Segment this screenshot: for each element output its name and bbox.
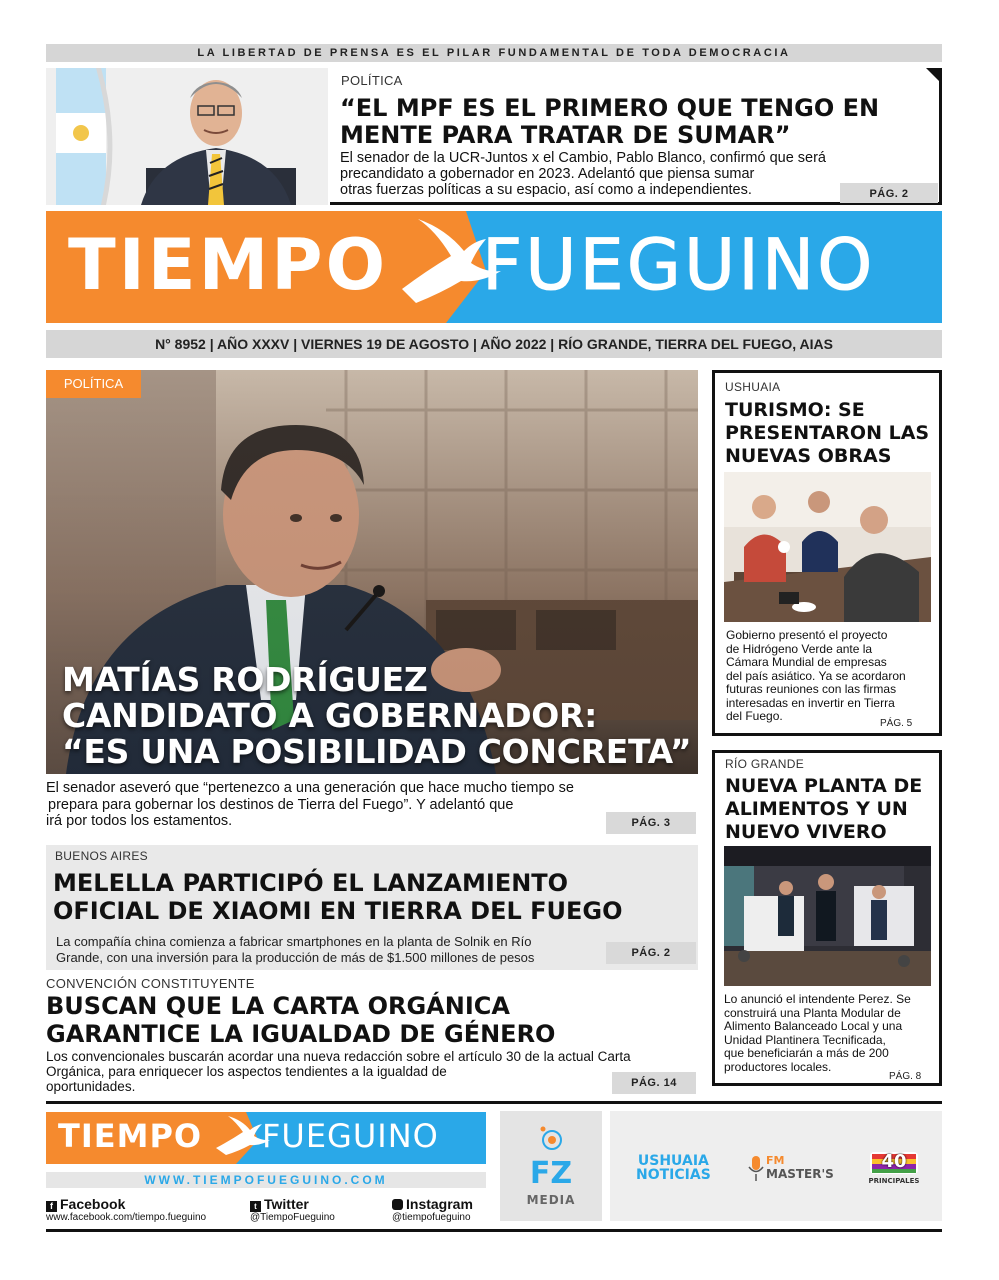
- masthead-word-fueguino: FUEGUINO: [482, 224, 876, 306]
- ushuaia-noticias-logo[interactable]: [636, 1154, 711, 1182]
- body-line: que beneficiarán a más de 200: [724, 1046, 889, 1060]
- headline-line: PRESENTARON LAS: [725, 422, 930, 444]
- footer-website-link[interactable]: WWW.TIEMPOFUEGUINO.COM: [46, 1172, 486, 1188]
- body-line: Los convencionales buscarán acordar una nueva redacción sobre el artículo 30 de la actual Carta: [46, 1049, 631, 1064]
- body-line: Orgánica, para enriquecer los aspectos tendientes a la igualdad de: [46, 1064, 447, 1079]
- side-story-1-section: USHUAIA: [725, 380, 781, 394]
- body-line: Gobierno presentó el proyecto: [726, 628, 888, 642]
- instagram-label: Instagram: [406, 1196, 473, 1212]
- side-story-1-headline: [725, 399, 929, 468]
- masthead-word-tiempo: TIEMPO: [68, 224, 389, 306]
- fz-orbit-icon: [535, 1123, 569, 1157]
- footer-logo-fueguino: FUEGUINO: [262, 1117, 439, 1155]
- body-line: construirá una Planta Modular de: [724, 1005, 901, 1020]
- side-story-1-page: PÁG. 5: [880, 718, 913, 729]
- los40-number: 40: [881, 1151, 907, 1172]
- microphone-icon: [748, 1156, 764, 1182]
- headline-line: “EL MPF ES EL PRIMERO QUE TENGO EN: [340, 94, 880, 122]
- fz-text: FZ: [529, 1156, 573, 1191]
- headline-line: NUEVAS OBRAS: [725, 445, 892, 467]
- headline-line: ALIMENTOS Y UN: [725, 798, 908, 820]
- footer-twitter[interactable]: [250, 1196, 335, 1223]
- top-story-photo: [46, 68, 328, 205]
- masters-label: MASTER'S: [766, 1167, 834, 1181]
- side-story-2-body: [724, 993, 936, 1074]
- body-line: del país asiático. Ya se acordaron: [726, 668, 906, 683]
- side-story-1-body: [726, 629, 936, 724]
- los40-label: PRINCIPALES: [868, 1177, 920, 1185]
- body-line: irá por todos los estamentos.: [46, 813, 233, 829]
- footer-divider: [46, 1101, 942, 1104]
- body-line: El senador de la UCR-Juntos x el Cambio, Pablo Blanco, confirmó que será: [340, 150, 826, 166]
- body-line: del Fuego.: [726, 709, 783, 723]
- top-story-body: [340, 150, 826, 198]
- facebook-label: Facebook: [60, 1196, 126, 1212]
- headline-line: BUSCAN QUE LA CARTA ORGÁNICA: [46, 992, 510, 1020]
- body-line: La compañía china comienza a fabricar smartphones en la planta de Solnik en Río: [56, 934, 532, 949]
- body-line: de Hidrógeno Verde ante la: [726, 641, 873, 656]
- headline-line: MELELLA PARTICIPÓ EL LANZAMIENTO: [53, 869, 569, 897]
- body-line: El senador aseveró que “pertenezco a una generación que hace mucho tiempo se: [46, 780, 574, 796]
- headline-line: OFICIAL DE XIAOMI EN TIERRA DEL FUEGO: [53, 897, 623, 925]
- story-ba-section: BUENOS AIRES: [55, 849, 148, 863]
- side-story-2-headline: [725, 775, 922, 844]
- side-story-1-photo: [724, 472, 931, 622]
- top-story-page: PÁG. 2: [840, 183, 938, 203]
- instagram-handle: @tiempofueguino: [392, 1212, 471, 1223]
- main-story-body: [46, 780, 696, 830]
- body-line: oportunidades.: [46, 1079, 136, 1094]
- footer-instagram[interactable]: [392, 1196, 473, 1223]
- story-convencion-section: CONVENCIÓN CONSTITUYENTE: [46, 976, 255, 991]
- fm-label: FM: [766, 1154, 785, 1167]
- story-ba-page: PÁG. 2: [606, 942, 696, 964]
- top-story-section: POLÍTICA: [341, 73, 403, 88]
- masthead-logo: [46, 211, 942, 323]
- twitter-icon: t: [250, 1201, 261, 1212]
- body-line: Grande, con una inversión para la producción de más de $1.500 millones de pesos: [56, 949, 535, 965]
- fz-media-logo[interactable]: [500, 1111, 602, 1221]
- main-story-headline: [62, 662, 691, 770]
- body-line: prepara para gobernar los destinos de Tierra del Fuego”. Y adelantó que: [48, 796, 514, 813]
- story-convencion-body: [46, 1049, 696, 1094]
- body-line: otras fuerzas políticas a su espacio, así como a independientes.: [340, 182, 752, 198]
- side-story-2-page: PÁG. 8: [889, 1071, 922, 1082]
- side-story-2-photo: [724, 846, 931, 986]
- footer-logo[interactable]: [46, 1112, 486, 1164]
- body-line: interesadas en invertir en Tierra: [726, 695, 895, 710]
- headline-line: CANDIDATO A GOBERNADOR:: [62, 696, 598, 735]
- twitter-label: Twitter: [264, 1196, 309, 1212]
- main-story-page: PÁG. 3: [606, 812, 696, 834]
- story-convencion-headline: [46, 992, 555, 1048]
- side-story-2-section: RÍO GRANDE: [725, 757, 805, 771]
- footer-bottom-divider: [46, 1229, 942, 1232]
- top-story-headline: [340, 95, 879, 149]
- headline-line: NUEVO VIVERO: [725, 821, 887, 843]
- headline-line: TURISMO: SE: [725, 399, 865, 421]
- footer-facebook[interactable]: [46, 1196, 206, 1223]
- twitter-handle: @TiempoFueguino: [250, 1212, 335, 1223]
- body-line: Unidad Plantinera Tecnificada,: [724, 1032, 886, 1047]
- story-ba-body: [56, 934, 534, 965]
- headline-line: “ES UNA POSIBILIDAD CONCRETA”: [62, 732, 692, 771]
- body-line: Lo anunció el intendente Perez. Se: [724, 992, 911, 1006]
- noticias-line: NOTICIAS: [636, 1167, 711, 1183]
- instagram-icon: [392, 1199, 403, 1210]
- headline-line: MENTE PARA TRATAR DE SUMAR”: [340, 121, 791, 149]
- headline-line: MATÍAS RODRÍGUEZ: [62, 660, 428, 699]
- masthead-tagline: LA LIBERTAD DE PRENSA ES EL PILAR FUNDAMENTAL DE TODA DEMOCRACIA: [46, 44, 942, 62]
- ushuaia-line: USHUAIA: [637, 1153, 709, 1169]
- body-line: productores locales.: [724, 1059, 832, 1074]
- story-convencion-page: PÁG. 14: [612, 1072, 696, 1094]
- story-ba-headline: [53, 869, 623, 925]
- body-line: Alimento Balanceado Local y una: [724, 1019, 903, 1033]
- main-story-section: POLÍTICA: [46, 370, 141, 398]
- facebook-icon: f: [46, 1201, 57, 1212]
- los40-principales-logo[interactable]: [868, 1150, 920, 1190]
- headline-line: GARANTICE LA IGUALDAD DE GÉNERO: [46, 1020, 556, 1048]
- fz-media-label: MEDIA: [526, 1193, 576, 1207]
- headline-line: NUEVA PLANTA DE: [725, 775, 923, 797]
- corner-decoration: [926, 68, 942, 84]
- issue-date-bar: N° 8952 | AÑO XXXV | VIERNES 19 DE AGOSTO | AÑO 2022 | RÍO GRANDE, TIERRA DEL FUEGO, AIAS: [46, 330, 942, 358]
- body-line: futuras reuniones con las firmas: [726, 682, 897, 696]
- facebook-handle: www.facebook.com/tiempo.fueguino: [46, 1212, 207, 1223]
- body-line: Cámara Mundial de empresas: [726, 655, 887, 669]
- footer-logo-tiempo: TIEMPO: [58, 1117, 203, 1155]
- body-line: precandidato a gobernador en 2023. Adelantó que piensa sumar: [340, 166, 755, 182]
